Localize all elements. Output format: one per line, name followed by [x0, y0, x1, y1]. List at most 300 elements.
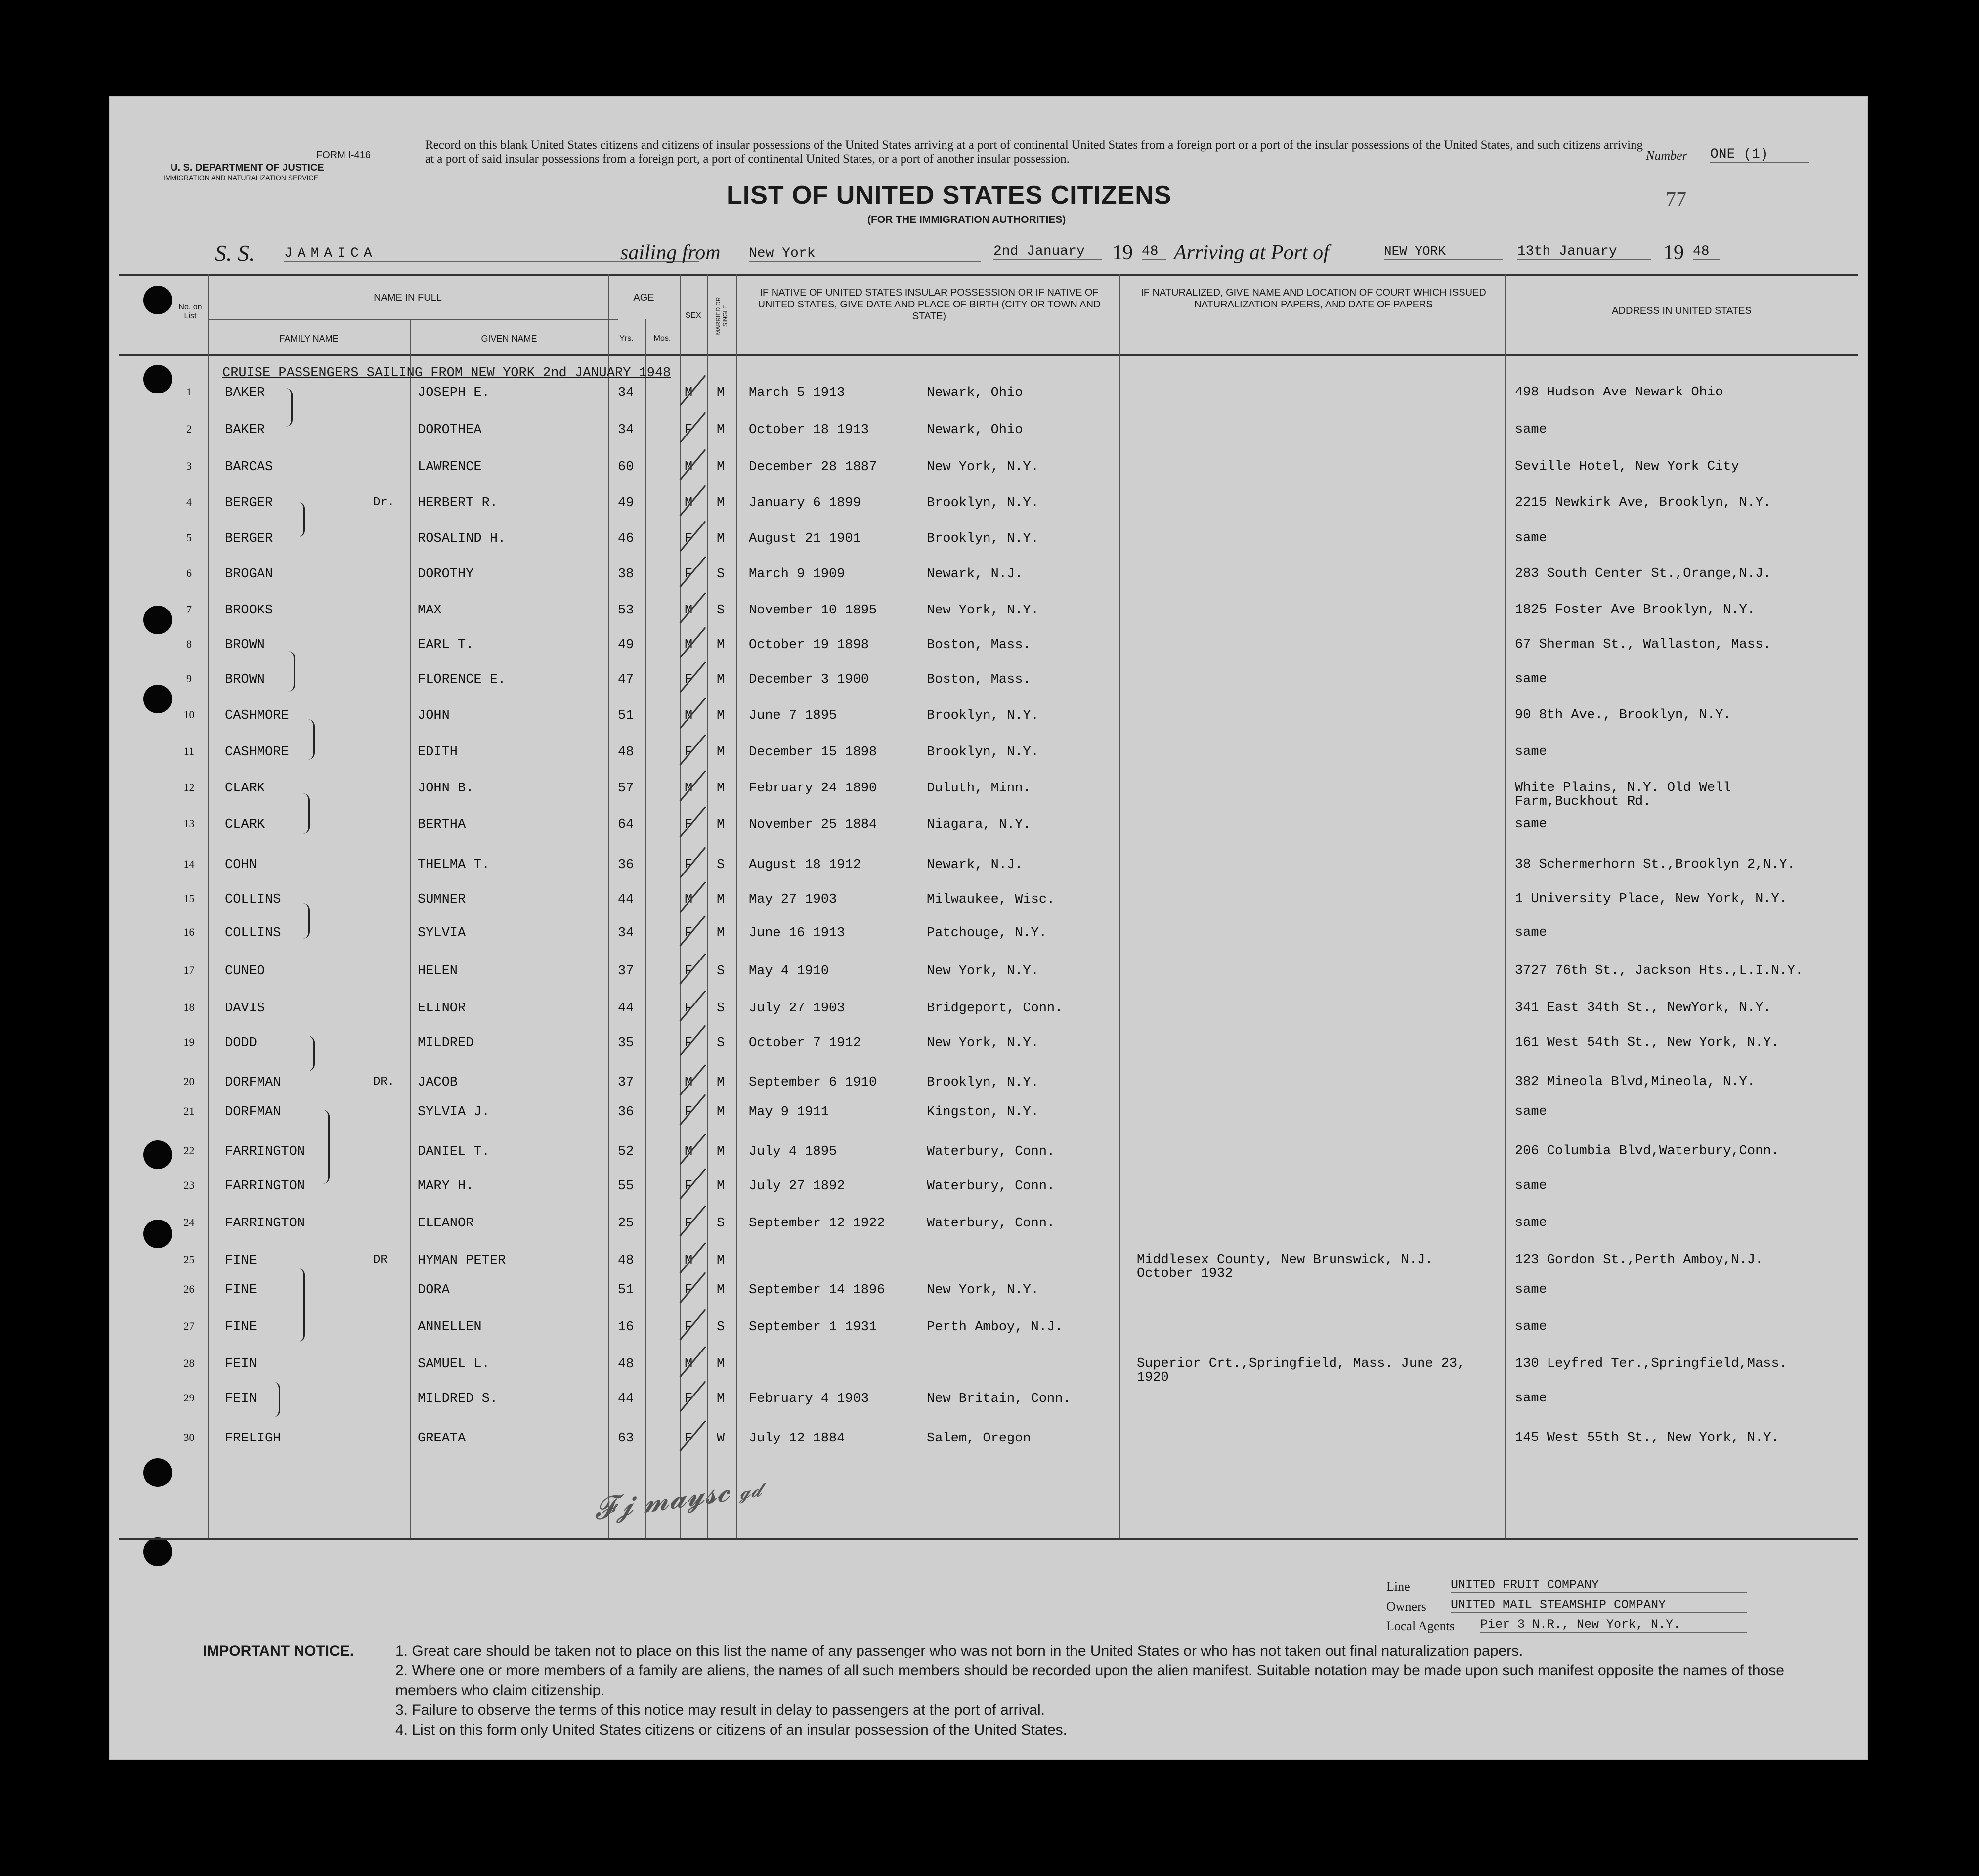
birth-date: January 6 1899: [749, 496, 861, 511]
row-number: 26: [183, 1283, 195, 1295]
age-years: 25: [618, 1216, 634, 1231]
birth-place: Patchouge, N.Y.: [927, 926, 1047, 941]
given-name: JOHN B.: [418, 781, 474, 796]
form-title: LIST OF UNITED STATES CITIZENS: [727, 181, 1172, 210]
family-name: FINE: [225, 1283, 257, 1298]
check-tick: [680, 449, 706, 480]
family-brace: [284, 388, 293, 427]
check-tick: [680, 556, 706, 587]
birth-place: Boston, Mass.: [927, 638, 1031, 653]
birth-date: June 16 1913: [749, 926, 845, 941]
sex: F: [685, 817, 693, 832]
age-years: 52: [618, 1144, 634, 1159]
header-married: MARRIED OR SINGLE: [715, 297, 729, 335]
us-address: 38 Schermerhorn St.,Brooklyn 2,N.Y.: [1515, 857, 1796, 872]
check-tick: [680, 485, 706, 516]
table-top-rule: [119, 274, 1858, 276]
check-tick: [680, 1025, 706, 1056]
age-years: 53: [618, 603, 634, 618]
sex: F: [685, 745, 693, 760]
sex: M: [685, 460, 693, 475]
age-years: 51: [618, 708, 634, 723]
age-years: 44: [618, 1001, 634, 1016]
given-name: MAX: [418, 603, 442, 618]
us-address: 382 Mineola Blvd,Mineola, N.Y.: [1515, 1075, 1756, 1090]
check-tick: [680, 806, 706, 837]
age-years: 49: [618, 638, 634, 653]
sex: M: [685, 1357, 693, 1372]
row-number: 22: [183, 1144, 195, 1157]
check-tick: [680, 627, 706, 658]
sex: M: [685, 603, 693, 618]
birth-date: May 4 1910: [749, 964, 829, 979]
birth-date: March 5 1913: [749, 386, 845, 400]
sex: F: [685, 672, 693, 687]
ss-label: S. S.: [215, 240, 255, 265]
given-name: ELINOR: [418, 1001, 466, 1016]
row-number: 8: [186, 638, 192, 650]
department: U. S. DEPARTMENT OF JUSTICE: [171, 162, 324, 173]
family-name: BAKER: [225, 423, 265, 437]
number-label: Number: [1646, 148, 1687, 163]
birth-date: May 9 1911: [749, 1105, 829, 1120]
family-brace: [301, 903, 310, 939]
notice-1: 1. Great care should be taken not to place on this list the name of any passenger who was not born in the United States or who has not taken out final naturalization papers.: [395, 1643, 1523, 1659]
title-prefix: DR.: [373, 1075, 395, 1089]
col-rule: [736, 274, 737, 1538]
col-rule: [608, 274, 609, 1538]
us-address: same: [1515, 1391, 1547, 1406]
row-number: 3: [186, 460, 192, 472]
birth-place: Kingston, N.Y.: [927, 1105, 1039, 1120]
us-address: 1825 Foster Ave Brooklyn, N.Y.: [1515, 603, 1756, 617]
us-address: White Plains, N.Y. Old Well Farm,Buckhout Rd.: [1515, 781, 1731, 809]
marital-status: S: [717, 567, 725, 582]
age-years: 38: [618, 567, 634, 582]
given-name: JOSEPH E.: [418, 386, 490, 400]
family-name: FRELIGH: [225, 1431, 281, 1446]
birth-place: New York, N.Y.: [927, 460, 1039, 475]
us-address: 123 Gordon St.,Perth Amboy,N.J.: [1515, 1253, 1764, 1267]
header-address: ADDRESS IN UNITED STATES: [1612, 305, 1752, 316]
birth-date: July 12 1884: [749, 1431, 845, 1446]
row-number: 25: [183, 1253, 195, 1265]
punch-hole: [143, 1220, 172, 1248]
check-tick: [680, 412, 706, 443]
us-address: 145 West 55th St., New York, N.Y.: [1515, 1431, 1779, 1445]
punch-hole: [143, 606, 172, 634]
given-name: MILDRED: [418, 1036, 474, 1050]
row-number: 30: [183, 1431, 195, 1443]
marital-status: M: [717, 423, 725, 437]
family-name: COHN: [225, 858, 257, 873]
header-sex: SEX: [685, 311, 701, 320]
age-years: 34: [618, 386, 634, 400]
check-tick: [680, 1168, 706, 1199]
family-name: BAKER: [225, 386, 265, 400]
us-address: 130 Leyfred Ter.,Springfield,Mass.: [1515, 1356, 1787, 1371]
sex: F: [685, 531, 693, 546]
sex: M: [685, 386, 693, 400]
marital-status: M: [717, 496, 725, 511]
age-years: 44: [618, 892, 634, 907]
family-brace: [297, 1268, 305, 1342]
family-name: BROWN: [225, 672, 265, 687]
family-brace: [306, 1036, 315, 1071]
marital-status: M: [717, 1283, 725, 1298]
form-subtitle: (FOR THE IMMIGRATION AUTHORITIES): [867, 214, 1066, 225]
check-tick: [680, 1381, 706, 1412]
marital-status: M: [717, 926, 725, 941]
us-address: same: [1515, 1216, 1547, 1230]
ship-name: JAMAICA: [284, 246, 699, 262]
family-name: BROGAN: [225, 567, 273, 582]
family-name: BERGER: [225, 531, 273, 546]
col-rule: [645, 319, 646, 1538]
family-name: FARRINGTON: [225, 1216, 305, 1231]
birth-place: Newark, Ohio: [927, 386, 1023, 400]
check-tick: [680, 521, 706, 552]
birth-place: Brooklyn, N.Y.: [927, 531, 1039, 546]
header-mid-rule: [208, 319, 618, 320]
birth-date: August 18 1912: [749, 858, 861, 873]
notice-2: 2. Where one or more members of a family are aliens, the names of all such members should be recorded upon the alien manifest. Suitable notation may be made upon such manifest opposite the names of those members who claim citizenship.: [395, 1662, 1784, 1699]
col-rule: [410, 319, 411, 1538]
sex: F: [685, 567, 693, 582]
family-name: CLARK: [225, 817, 265, 832]
us-address: same: [1515, 672, 1547, 687]
given-name: MILDRED S.: [418, 1392, 498, 1406]
us-address: 1 University Place, New York, N.Y.: [1515, 892, 1787, 907]
marital-status: S: [717, 964, 725, 979]
sex: F: [685, 423, 693, 437]
birth-date: September 6 1910: [749, 1075, 877, 1090]
us-address: same: [1515, 1319, 1547, 1334]
sex: F: [685, 1001, 693, 1016]
us-address: Seville Hotel, New York City: [1515, 459, 1739, 474]
punch-hole: [143, 1140, 172, 1169]
given-name: SYLVIA: [418, 926, 466, 941]
arriving-label: Arriving at Port of: [1174, 241, 1329, 264]
given-name: EARL T.: [418, 638, 474, 653]
marital-status: M: [717, 1179, 725, 1194]
check-tick: [680, 1420, 706, 1451]
row-number: 16: [183, 926, 195, 938]
birth-place: Salem, Oregon: [927, 1431, 1031, 1446]
sex: F: [685, 1179, 693, 1194]
age-years: 48: [618, 745, 634, 760]
birth-date: September 14 1896: [749, 1283, 885, 1298]
us-address: 206 Columbia Blvd,Waterbury,Conn.: [1515, 1144, 1779, 1159]
check-tick: [680, 770, 706, 801]
row-number: 6: [186, 567, 192, 579]
birth-place: Bridgeport, Conn.: [927, 1001, 1063, 1016]
col-rule: [208, 274, 209, 1538]
marital-status: S: [717, 1320, 725, 1335]
us-address: 161 West 54th St., New York, N.Y.: [1515, 1035, 1779, 1050]
sex: F: [685, 858, 693, 873]
table-bottom-rule: [119, 1538, 1858, 1540]
age-years: 48: [618, 1253, 634, 1268]
birth-place: Newark, N.J.: [927, 858, 1023, 873]
check-tick: [680, 953, 706, 984]
row-number: 21: [183, 1105, 195, 1117]
birth-place: Milwaukee, Wisc.: [927, 892, 1055, 907]
us-address: same: [1515, 817, 1547, 831]
given-name: HELEN: [418, 964, 458, 979]
age-years: 49: [618, 496, 634, 511]
punch-hole: [143, 1458, 172, 1487]
row-number: 10: [183, 708, 195, 721]
marital-status: M: [717, 386, 725, 400]
given-name: BERTHA: [418, 817, 466, 832]
birth-place: New Britain, Conn.: [927, 1392, 1071, 1406]
header-given-name: GIVEN NAME: [481, 334, 537, 344]
marital-status: M: [717, 745, 725, 760]
age-years: 35: [618, 1036, 634, 1050]
birth-place: Newark, Ohio: [927, 423, 1023, 437]
row-number: 14: [183, 858, 195, 870]
marital-status: W: [717, 1431, 725, 1446]
row-number: 19: [183, 1036, 195, 1048]
check-tick: [680, 661, 706, 693]
marital-status: S: [717, 603, 725, 618]
birth-place: Waterbury, Conn.: [927, 1179, 1055, 1194]
family-name: DORFMAN: [225, 1075, 281, 1090]
line-label: Line: [1386, 1579, 1410, 1594]
sail-year-prefix: 19: [1112, 241, 1133, 264]
family-brace: [301, 793, 310, 834]
sex: F: [685, 964, 693, 979]
us-address: 283 South Center St.,Orange,N.J.: [1515, 567, 1771, 581]
check-tick: [680, 1205, 706, 1236]
us-address: same: [1515, 1104, 1547, 1119]
birth-date: July 27 1903: [749, 1001, 845, 1016]
owners-value: UNITED MAIL STEAMSHIP COMPANY: [1451, 1598, 1747, 1613]
header-naturalized: IF NATURALIZED, GIVE NAME AND LOCATION OF COURT WHICH ISSUED NATURALIZATION PAPERS, AND DATE OF PAPERS: [1141, 287, 1486, 310]
check-tick: [680, 375, 706, 406]
row-number: 1: [186, 386, 192, 398]
header-name-in-full: NAME IN FULL: [374, 292, 442, 303]
family-name: DORFMAN: [225, 1105, 281, 1120]
sex: F: [685, 1105, 693, 1120]
given-name: THELMA T.: [418, 858, 490, 873]
header-family-name: FAMILY NAME: [279, 334, 339, 344]
check-tick: [680, 847, 706, 878]
age-years: 16: [618, 1320, 634, 1335]
sex: F: [685, 1320, 693, 1335]
given-name: JOHN: [418, 708, 450, 723]
sex: M: [685, 1144, 693, 1159]
marital-status: S: [717, 1001, 725, 1016]
row-number: 28: [183, 1357, 195, 1369]
header-birth: IF NATIVE OF UNITED STATES INSULAR POSSESSION OR IF NATIVE OF UNITED STATES, GIVE DATE AND PLACE OF BIRTH (CITY OR TOWN AND STATE): [758, 287, 1101, 322]
given-name: DOROTHEA: [418, 423, 482, 437]
family-name: FARRINGTON: [225, 1144, 305, 1159]
us-address: same: [1515, 925, 1547, 940]
age-years: 36: [618, 1105, 634, 1120]
marital-status: M: [717, 460, 725, 475]
notice-4: 4. List on this form only United States citizens or citizens of an insular possession of the United States.: [395, 1722, 1068, 1738]
sailing-label: sailing from: [620, 241, 721, 264]
marital-status: M: [717, 1392, 725, 1406]
family-name: FARRINGTON: [225, 1179, 305, 1194]
section-heading: CRUISE PASSENGERS SAILING FROM NEW YORK 2nd JANUARY 1948: [222, 366, 671, 381]
given-name: EDITH: [418, 745, 458, 760]
given-name: SUMNER: [418, 892, 466, 907]
birth-date: June 7 1895: [749, 708, 837, 723]
family-name: FINE: [225, 1253, 257, 1268]
birth-place: Brooklyn, N.Y.: [927, 1075, 1039, 1090]
check-tick: [680, 990, 706, 1021]
birth-place: Newark, N.J.: [927, 567, 1023, 582]
sex: M: [685, 638, 693, 653]
birth-date: December 28 1887: [749, 460, 877, 475]
birth-date: July 4 1895: [749, 1144, 837, 1159]
check-tick: [680, 1309, 706, 1340]
sex: F: [685, 1431, 693, 1446]
check-tick: [680, 1064, 706, 1095]
family-brace: [321, 1110, 330, 1184]
family-name: COLLINS: [225, 926, 281, 941]
family-name: BROWN: [225, 638, 265, 653]
row-number: 24: [183, 1216, 195, 1228]
marital-status: M: [717, 1075, 725, 1090]
marital-status: M: [717, 781, 725, 796]
check-tick: [680, 1346, 706, 1377]
col-rule: [707, 274, 708, 1538]
title-prefix: DR: [373, 1253, 387, 1266]
birth-date: October 19 1898: [749, 638, 869, 653]
sex: F: [685, 1216, 693, 1231]
family-brace: [272, 1382, 280, 1417]
age-years: 63: [618, 1431, 634, 1446]
check-tick: [680, 1094, 706, 1125]
us-address: 67 Sherman St., Wallaston, Mass.: [1515, 637, 1771, 652]
punch-hole: [143, 365, 172, 393]
given-name: DORA: [418, 1283, 450, 1298]
family-name: BROOKS: [225, 603, 273, 618]
us-address: 90 8th Ave., Brooklyn, N.Y.: [1515, 708, 1731, 723]
marital-status: M: [717, 817, 725, 832]
given-name: MARY H.: [418, 1179, 474, 1194]
row-number: 27: [183, 1320, 195, 1332]
family-brace: [297, 502, 305, 537]
header-bottom-rule: [119, 354, 1858, 356]
birth-date: March 9 1909: [749, 567, 845, 582]
marital-status: M: [717, 531, 725, 546]
age-years: 64: [618, 817, 634, 832]
check-tick: [680, 1134, 706, 1165]
us-address: same: [1515, 422, 1547, 437]
sail-year: 48: [1142, 244, 1166, 260]
marital-status: S: [717, 858, 725, 873]
form-id: FORM I-416: [316, 150, 371, 161]
family-name: DAVIS: [225, 1001, 265, 1016]
family-name: COLLINS: [225, 892, 281, 907]
us-address: 3727 76th St., Jackson Hts.,L.I.N.Y.: [1515, 963, 1804, 978]
birth-date: February 24 1890: [749, 781, 877, 796]
given-name: JACOB: [418, 1075, 458, 1090]
punch-hole: [143, 286, 172, 314]
given-name: HYMAN PETER: [418, 1253, 506, 1268]
official-signature: 𝓕𝓳 𝓶𝓪𝔂𝓼𝓬 𝓰𝓭: [591, 1472, 764, 1527]
birth-place: Brooklyn, N.Y.: [927, 745, 1039, 760]
check-tick: [680, 1272, 706, 1303]
sex: F: [685, 1392, 693, 1406]
age-years: 57: [618, 781, 634, 796]
age-years: 44: [618, 1392, 634, 1406]
family-name: FINE: [225, 1320, 257, 1335]
age-years: 34: [618, 423, 634, 437]
birth-place: New York, N.Y.: [927, 964, 1039, 979]
marital-status: M: [717, 1253, 725, 1268]
sex: M: [685, 496, 693, 511]
age-years: 48: [618, 1357, 634, 1372]
birth-date: November 10 1895: [749, 603, 877, 618]
given-name: HERBERT R.: [418, 496, 498, 511]
header-no: No. on List: [178, 303, 202, 320]
us-address: 341 East 34th St., NewYork, N.Y.: [1515, 1001, 1771, 1015]
birth-place: Perth Amboy, N.J.: [927, 1320, 1063, 1335]
sex: M: [685, 892, 693, 907]
row-number: 29: [183, 1392, 195, 1404]
agents-label: Local Agents: [1386, 1619, 1455, 1633]
age-years: 37: [618, 964, 634, 979]
row-number: 23: [183, 1179, 195, 1191]
given-name: SAMUEL L.: [418, 1357, 490, 1372]
line-value: UNITED FRUIT COMPANY: [1451, 1578, 1747, 1593]
sex: M: [685, 1253, 693, 1268]
birth-date: September 12 1922: [749, 1216, 885, 1231]
stamp-number: 77: [1666, 188, 1686, 211]
row-number: 11: [183, 745, 195, 757]
given-name: LAWRENCE: [418, 460, 482, 475]
row-number: 2: [186, 423, 192, 435]
birth-place: New York, N.Y.: [927, 603, 1039, 618]
us-address: same: [1515, 531, 1547, 546]
family-name: DODD: [225, 1036, 257, 1050]
birth-place: Brooklyn, N.Y.: [927, 708, 1039, 723]
sex: M: [685, 1075, 693, 1090]
given-name: DANIEL T.: [418, 1144, 490, 1159]
given-name: ELEANOR: [418, 1216, 474, 1231]
us-address: 2215 Newkirk Ave, Brooklyn, N.Y.: [1515, 495, 1771, 510]
birth-date: December 15 1898: [749, 745, 877, 760]
birth-date: May 27 1903: [749, 892, 837, 907]
header-mos: Mos.: [653, 334, 671, 343]
family-brace: [287, 651, 295, 692]
check-tick: [680, 734, 706, 765]
birth-date: October 18 1913: [749, 423, 869, 437]
birth-date: February 4 1903: [749, 1392, 869, 1406]
marital-status: S: [717, 1036, 725, 1050]
birth-place: New York, N.Y.: [927, 1036, 1039, 1050]
sail-date: 2nd January: [993, 244, 1102, 260]
arrival-year-prefix: 19: [1663, 241, 1684, 264]
family-name: BARCAS: [225, 460, 273, 475]
age-years: 60: [618, 460, 634, 475]
us-address: same: [1515, 744, 1547, 759]
col-rule: [680, 274, 681, 1538]
marital-status: M: [717, 1105, 725, 1120]
family-name: CASHMORE: [225, 708, 289, 723]
notice-label: IMPORTANT NOTICE.: [203, 1643, 354, 1659]
row-number: 13: [183, 817, 195, 829]
birth-place: Waterbury, Conn.: [927, 1216, 1055, 1231]
birth-date: December 3 1900: [749, 672, 869, 687]
naturalization: Middlesex County, New Brunswick, N.J. October 1932: [1137, 1253, 1433, 1281]
